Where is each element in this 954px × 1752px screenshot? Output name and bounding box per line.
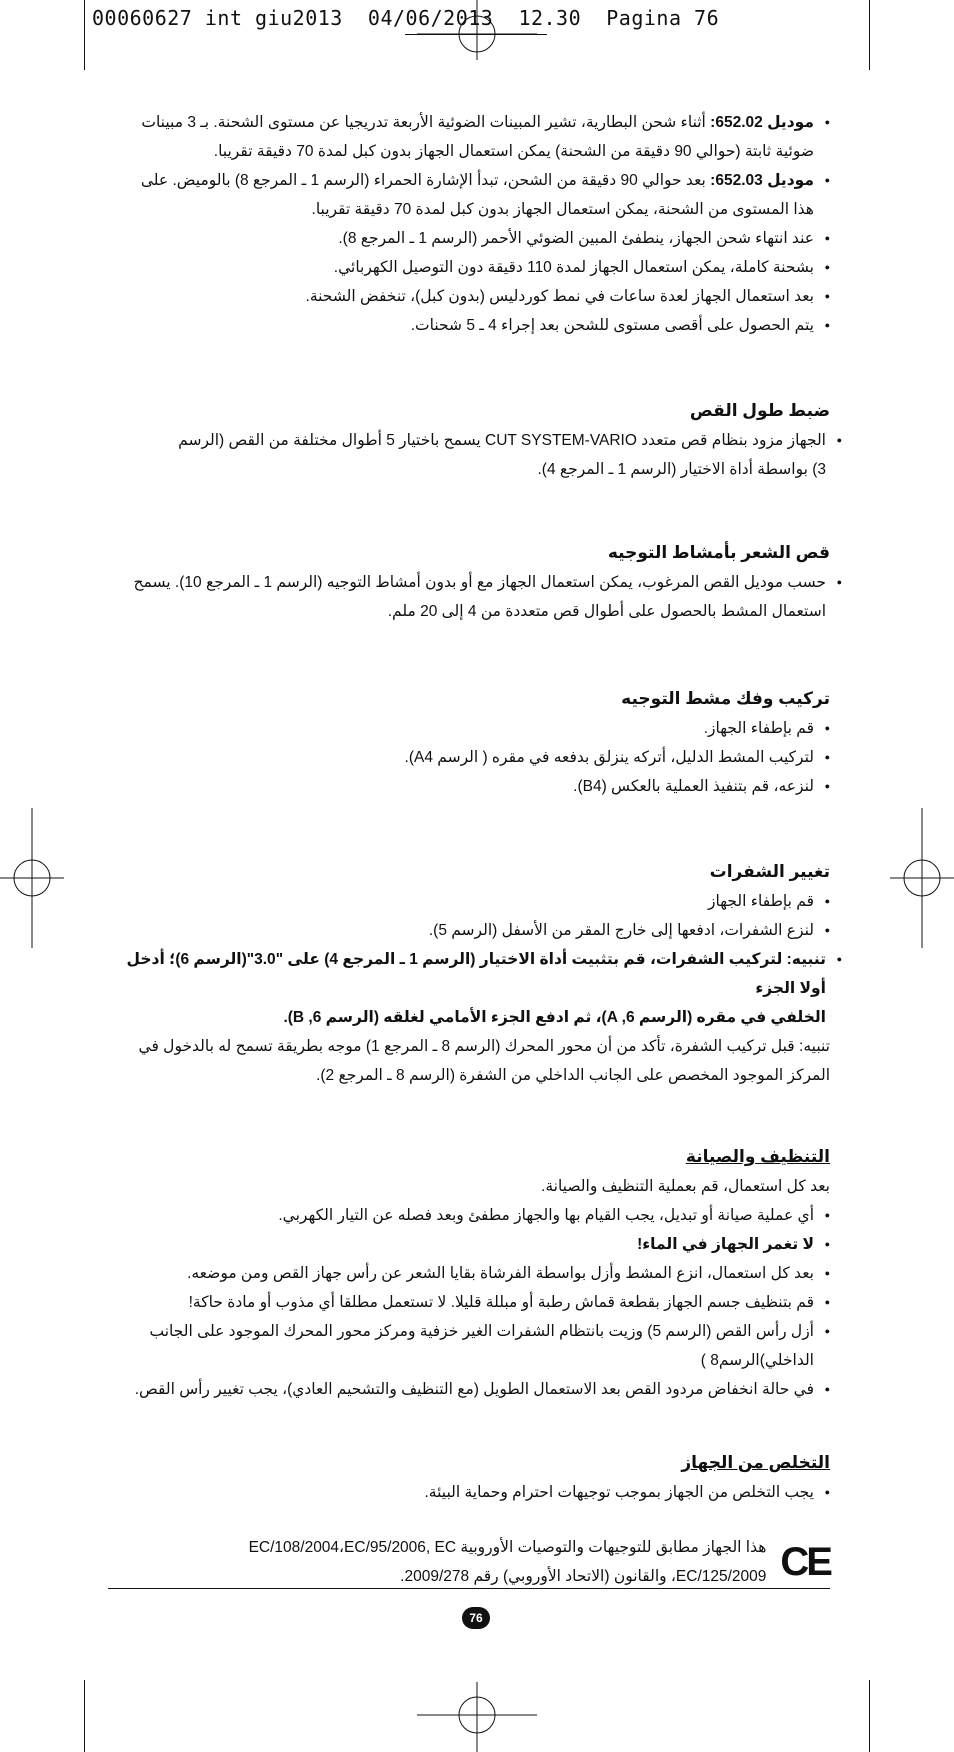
list-item: ● عند انتهاء شحن الجهاز، ينطفئ المبين الضوئي الأحمر (الرسم 1 ـ المرجع 8). [120,224,830,253]
section-title-cut-length: ضبط طول القص [689,401,830,420]
list-item: ● في حالة انخفاض مردود القص بعد الاستعمال الطويل (مع التنظيف والتشحيم العادي)، يجب تغيير رأس القص. [120,1375,830,1404]
list-item: ● يجب التخلص من الجهاز بموجب توجيهات احترام وحماية البيئة. [120,1478,830,1507]
crop-mark-bottom-right [869,1680,870,1752]
blades-warning [120,945,842,1032]
list-item: ● أزل رأس القص (الرسم 5) وزيت بانتظام الشفرات الغير خزفية ومركز محور المحرك الموجود على الجانب [120,1317,830,1346]
ce-mark-logo: CE [780,1540,830,1584]
conformity-line: هذا الجهاز مطابق للتوجيهات والتوصيات الأوروبية EC/108/2004،EC/95/2006, EC [248,1539,767,1556]
cut-length-list [120,426,842,484]
list-item-text: أثناء شحن البطارية، تشير المبينات الضوئية الأربعة تدريجيا عن مستوى الشحنة. بـ 3 مبينات [141,114,711,131]
conformity-line: EC/125/2009، والقانون (الاتحاد الأوروبي) رقم 2009/278. [400,1568,767,1585]
list-item: ● يتم الحصول على أقصى مستوى للشحن بعد إجراء 4 ـ 5 شحنات. [120,311,830,340]
registration-mark-top [417,0,537,60]
list-item: ● بعد استعمال الجهاز لعدة ساعات في نمط كوردليس (بدون كبل)، تنخفض الشحنة. [120,282,830,311]
cleaning-intro: بعد كل استعمال، قم بعملية التنظيف والصيانة. [541,1178,830,1195]
list-item: ● لنزع الشفرات، ادفعها إلى خارج المقر من الأسفل (الرسم 5). [120,916,830,945]
guide-combs-list [120,568,842,626]
list-item-text: بعد حوالي 90 دقيقة من الشحن، تبدأ الإشارة الحمراء (الرسم 1 ـ المرجع 8) بالوميض. على [140,172,711,189]
list-item: ● قم بتنظيف جسم الجهاز بقطعة قماش رطبة أو مبللة قليلا. لا تستعمل مطلقا أي مذوب أو مادة حاكة! [120,1288,830,1317]
list-item-continuation: استعمال المشط بالحصول على أطوال قص متعددة من 4 إلى 20 ملم. [387,603,826,620]
fit-comb-list [120,714,830,801]
section-title-guide-combs: قص الشعر بأمشاط التوجيه [607,543,830,562]
page-content [120,108,830,1591]
conformity-block [120,1533,830,1591]
model-label: موديل 652.03: [710,172,814,189]
footer-divider [108,1588,830,1589]
registration-mark-bottom [417,1682,537,1752]
section-title-change-blades: تغيير الشفرات [709,862,830,881]
list-item-continuation: 3) بواسطة أداة الاختيار (الرسم 1 ـ المرجع 4). [537,461,826,478]
crop-mark-bottom-left [84,1680,85,1752]
warning-text-continuation: الخلفي في مقره (الرسم A ,6)، ثم ادفع الجزء الأمامي لغلقه (الرسم B ,6). [283,1009,826,1026]
list-item: ● بعد كل استعمال، انزع المشط وأزل بواسطة الفرشاة بقايا الشعر عن رأس جهاز القص ومن موضعه. [120,1259,830,1288]
list-item: ● قم بإطفاء الجهاز [120,887,830,916]
list-item [120,166,830,195]
list-item: ● بشحنة كاملة، يمكن استعمال الجهاز لمدة 110 دقيقة دون التوصيل الكهربائي. [120,253,830,282]
change-blades-list [120,887,830,945]
cleaning-list [120,1201,830,1404]
disposal-list [120,1478,830,1507]
print-time: 12.30 [518,6,582,30]
section-title-fit-comb: تركيب وفك مشط التوجيه [621,689,830,708]
list-item: ● حسب موديل القص المرغوب، يمكن استعمال الجهاز مع أو بدون أمشاط التوجيه (الرسم 1 ـ المرجع 10). يسمح [120,568,842,597]
list-item-continuation: الداخلي)الرسم8 ) [700,1352,814,1369]
blades-note: تنبيه: قبل تركيب الشفرة، تأكد من أن محور المحرك (الرسم 8 ـ المرجع 1) موجه بطريقة تسمح له بالدخول في [138,1038,830,1055]
list-item [120,108,830,137]
conformity-text [249,1533,767,1591]
list-item-continuation: ضوئية ثابتة (حوالي 90 دقيقة من الشحنة) يمكن استعمال الجهاز بدون كبل لمدة 70 دقيقة تقريبا. [213,143,814,160]
list-item: ● قم بإطفاء الجهاز. [120,714,830,743]
section-title-cleaning: التنظيف والصيانة [685,1147,830,1166]
list-item: ● الجهاز مزود بنظام قص متعدد CUT SYSTEM-VARIO يسمح باختيار 5 أطوال مختلفة من القص (الرسم [120,426,842,455]
print-code: 00060627 int giu2013 [92,6,343,30]
registration-mark-right [886,808,954,948]
registration-mark-left [0,808,70,948]
list-item: ● لا تغمر الجهاز في الماء! [120,1230,830,1259]
model-label: موديل 652.02: [710,114,814,131]
blades-note-continuation: المركز الموجود المخصص على الجانب الداخلي من الشفرة (الرسم 8 ـ المرجع 2). [316,1067,830,1084]
print-date: 04/06/2013 [367,6,494,30]
crop-mark-top-left [84,0,85,70]
list-item: ● لنزعه، قم بتنفيذ العملية بالعكس (B4). [120,772,830,801]
section-title-disposal: التخلص من الجهاز [681,1453,830,1472]
page-number-badge: 76 [462,1607,490,1629]
list-item: ● أي عملية صيانة أو تبديل، يجب القيام بها والجهاز مطفئ وبعد فصله عن التيار الكهربي. [120,1201,830,1230]
charging-list [120,108,830,340]
list-item-continuation: هذا المستوى من الشحنة، يمكن استعمال الجهاز بدون كبل لمدة 70 دقيقة تقريبا. [311,201,814,218]
print-page-label: Pagina 76 [606,6,720,30]
crop-mark-top-right [869,0,870,70]
warning-text: ● تنبيه: لتركيب الشفرات، قم بتثبيت أداة الاختيار (الرسم 1 ـ المرجع 4) على "3.0"(الرسم 6)؛ أدخل أولا الجزء [120,945,842,1003]
list-item: ● لتركيب المشط الدليل، أتركه ينزلق بدفعه في مقره ( الرسم A4). [120,743,830,772]
